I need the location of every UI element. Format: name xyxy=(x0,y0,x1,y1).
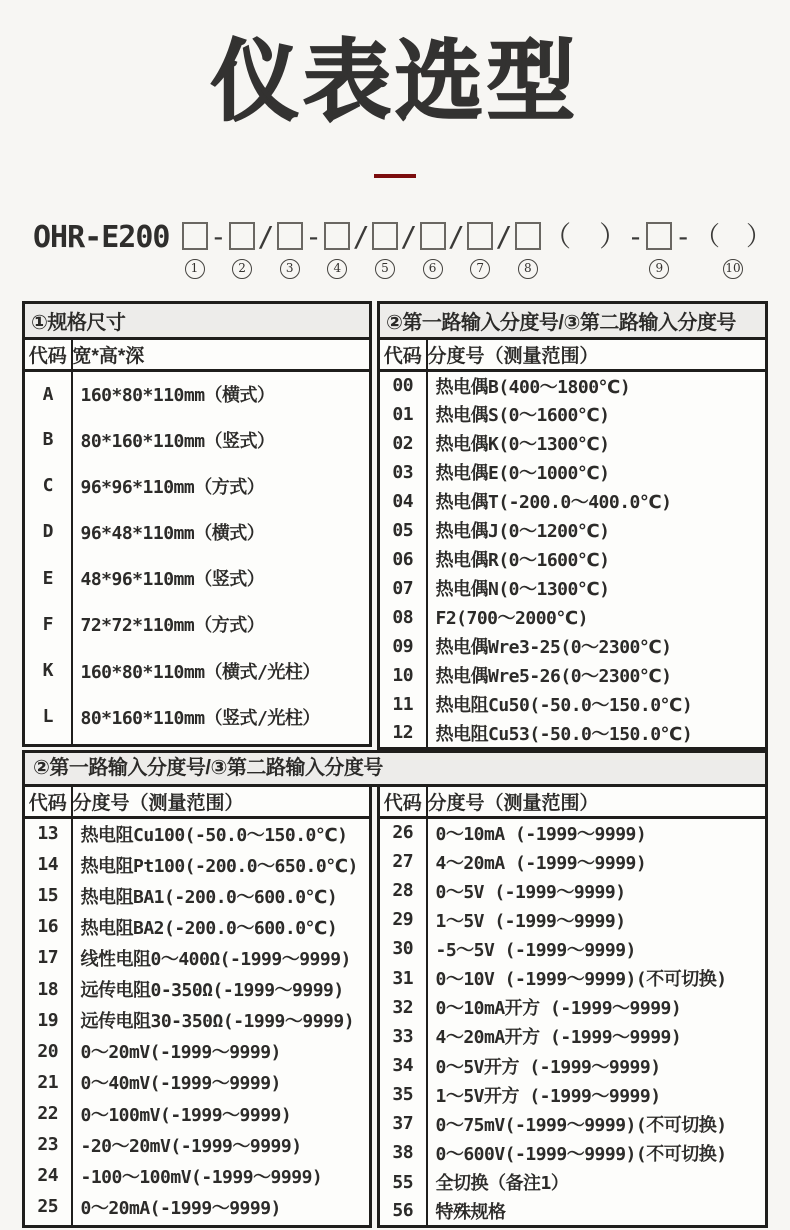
position-number: 2 xyxy=(232,259,252,279)
value-cell: 远传电阻30-350Ω(-1999～9999) xyxy=(80,1011,355,1033)
placeholder-box-icon xyxy=(420,222,446,250)
code-position-box xyxy=(372,222,398,279)
table-row xyxy=(379,400,767,429)
code-position-box xyxy=(467,222,493,279)
value-cell: 远传电阻0-350Ω(-1999～9999) xyxy=(80,980,344,1002)
model-code-sequence xyxy=(182,219,777,279)
code-cell: 22 xyxy=(24,1098,72,1129)
code-cell: 07 xyxy=(379,574,427,603)
code-cell: 37 xyxy=(379,1109,427,1138)
table-row xyxy=(379,817,767,847)
table-row xyxy=(24,1005,371,1036)
column-header-code: 代码 xyxy=(379,785,427,817)
code-cell: 17 xyxy=(24,942,72,973)
value-cell: -100～100mV(-1999～9999) xyxy=(80,1166,323,1188)
code-cell: 23 xyxy=(24,1129,72,1160)
table-row xyxy=(379,458,767,487)
table-row xyxy=(24,849,371,880)
code-cell: A xyxy=(24,370,72,416)
table-row xyxy=(379,1109,767,1138)
code-cell: 56 xyxy=(379,1197,427,1227)
placeholder-box-icon xyxy=(646,222,672,250)
value-cell: 热电阻Cu53(-50.0～150.0℃) xyxy=(435,723,693,745)
value-cell: 热电偶S(0～1600℃) xyxy=(435,405,610,427)
table-row xyxy=(24,417,371,463)
column-header-code: 代码 xyxy=(379,338,427,370)
title-divider xyxy=(374,174,416,178)
position-number: 7 xyxy=(470,259,490,279)
code-cell: 38 xyxy=(379,1138,427,1167)
code-separator: / xyxy=(447,219,465,253)
value-cell: 72*72*110mm（方式） xyxy=(80,615,265,637)
value-cell: 1～5V开方 (-1999～9999) xyxy=(435,1085,661,1107)
table-row xyxy=(379,993,767,1022)
code-cell: 34 xyxy=(379,1051,427,1080)
placeholder-box-icon xyxy=(515,222,541,250)
value-cell: 热电阻BA2(-200.0～600.0℃) xyxy=(80,917,338,939)
section-2-header: ②第一路输入分度号/③第二路输入分度号 xyxy=(22,750,768,787)
code-cell: 05 xyxy=(379,516,427,545)
section-header-size: ①规格尺寸 xyxy=(24,302,371,338)
code-cell: D xyxy=(24,509,72,555)
placeholder-box-icon xyxy=(182,222,208,250)
table-row xyxy=(24,555,371,601)
table-row xyxy=(379,370,767,400)
value-cell: 热电偶J(0～1200℃) xyxy=(435,521,610,543)
code-cell: 21 xyxy=(24,1067,72,1098)
code-cell: 35 xyxy=(379,1080,427,1109)
code-cell: 27 xyxy=(379,847,427,876)
code-cell: 09 xyxy=(379,632,427,661)
value-cell: 0～75mV(-1999～9999)(不可切换) xyxy=(435,1114,727,1136)
table-row xyxy=(379,661,767,690)
value-cell: 0～5V (-1999～9999) xyxy=(435,881,626,903)
value-cell: 热电阻BA1(-200.0～600.0℃) xyxy=(80,886,338,908)
code-cell: 28 xyxy=(379,876,427,905)
value-cell: 热电偶K(0～1300℃) xyxy=(435,434,610,456)
value-cell: 0～5V开方 (-1999～9999) xyxy=(435,1056,661,1078)
table-row xyxy=(379,1022,767,1051)
value-cell: F2(700～2000℃) xyxy=(435,608,589,630)
placeholder-box-icon xyxy=(324,222,350,250)
table-row xyxy=(24,463,371,509)
placeholder-box-icon xyxy=(467,222,493,250)
table-row xyxy=(379,429,767,458)
table-row xyxy=(379,719,767,749)
code-separator: - xyxy=(305,219,322,253)
code-cell: 25 xyxy=(24,1191,72,1222)
table-row xyxy=(24,880,371,911)
code-cell: 29 xyxy=(379,905,427,934)
code-cell: E xyxy=(24,555,72,601)
code-cell: 55 xyxy=(379,1168,427,1197)
placeholder-box-icon xyxy=(372,222,398,250)
placeholder-box-icon xyxy=(229,222,255,250)
position-number: 1 xyxy=(185,259,205,279)
value-cell: 特殊规格 xyxy=(435,1201,506,1223)
code-cell: 14 xyxy=(24,849,72,880)
code-position-box xyxy=(420,222,446,279)
value-cell: 热电阻Pt100(-200.0～650.0℃) xyxy=(80,855,358,877)
code-cell: 12 xyxy=(379,719,427,749)
section-header-input-scale: ②第一路输入分度号/③第二路输入分度号 xyxy=(379,302,767,338)
table-row xyxy=(24,509,371,555)
value-cell: 热电偶B(400～1800℃) xyxy=(435,376,631,398)
parens-text: （ ） xyxy=(693,220,772,251)
position-number: 6 xyxy=(423,259,443,279)
table-row xyxy=(379,487,767,516)
code-position-box xyxy=(277,222,303,279)
table-row xyxy=(24,370,371,416)
table-row xyxy=(24,973,371,1004)
page-title: 仪表选型 xyxy=(210,32,579,131)
code-cell: 04 xyxy=(379,487,427,516)
value-cell: 160*80*110mm（横式/光柱） xyxy=(80,661,320,683)
table-row xyxy=(379,1197,767,1227)
value-cell: 热电阻Cu100(-50.0～150.0℃) xyxy=(80,824,348,846)
model-code-prefix: OHR-E200 xyxy=(33,219,170,255)
value-cell: 96*48*110mm（横式） xyxy=(80,522,265,544)
value-cell: 热电偶N(0～1300℃) xyxy=(435,579,610,601)
value-cell: 4～20mA (-1999～9999) xyxy=(435,852,647,874)
code-cell: 31 xyxy=(379,964,427,993)
code-cell: 26 xyxy=(379,817,427,847)
position-number: 3 xyxy=(280,259,300,279)
code-cell: 20 xyxy=(24,1036,72,1067)
code-cell: 15 xyxy=(24,880,72,911)
table-row xyxy=(24,1160,371,1191)
value-cell: 热电偶T(-200.0～400.0℃) xyxy=(435,492,672,514)
value-cell: 160*80*110mm（横式） xyxy=(80,385,275,407)
table-row xyxy=(379,690,767,719)
value-cell: 0～10mA (-1999～9999) xyxy=(435,823,647,845)
table-row xyxy=(24,1129,371,1160)
filler-row xyxy=(24,1223,371,1227)
table-row xyxy=(379,876,767,905)
code-separator: / xyxy=(400,219,418,253)
size-spec-table xyxy=(22,301,372,747)
code-cell: 33 xyxy=(379,1022,427,1051)
table-row xyxy=(24,911,371,942)
model-code-diagram xyxy=(33,219,776,279)
table-row xyxy=(379,603,767,632)
table-row xyxy=(379,1080,767,1109)
value-cell: 0～20mV(-1999～9999) xyxy=(80,1042,281,1064)
filler-row xyxy=(24,740,371,745)
code-cell: 10 xyxy=(379,661,427,690)
table-row xyxy=(24,1191,371,1222)
table-row xyxy=(379,1138,767,1167)
value-cell: -5～5V (-1999～9999) xyxy=(435,939,636,961)
code-cell: L xyxy=(24,694,72,740)
section-2-tables xyxy=(22,784,768,1228)
table-row xyxy=(379,847,767,876)
code-cell: 32 xyxy=(379,993,427,1022)
code-cell: 02 xyxy=(379,429,427,458)
input-scale-table-1 xyxy=(377,301,768,750)
code-cell: F xyxy=(24,601,72,647)
code-position-parens xyxy=(694,222,772,279)
table-row xyxy=(24,1067,371,1098)
column-header-scale: 分度号（测量范围） xyxy=(427,785,767,817)
value-cell: 0～10V (-1999～9999)(不可切换) xyxy=(435,969,727,991)
code-position-box xyxy=(324,222,350,279)
table-row xyxy=(379,1051,767,1080)
code-position-box xyxy=(515,222,541,279)
table-row xyxy=(24,647,371,693)
code-separator: / xyxy=(352,219,370,253)
code-cell: 13 xyxy=(24,817,72,849)
value-cell: 48*96*110mm（竖式） xyxy=(80,569,265,591)
table-row xyxy=(24,694,371,740)
value-cell: 0～10mA开方 (-1999～9999) xyxy=(435,998,682,1020)
column-header-scale: 分度号（测量范围） xyxy=(72,785,371,817)
column-header-scale: 分度号（测量范围） xyxy=(427,338,767,370)
position-number: 9 xyxy=(649,259,669,279)
input-scale-table-2-left xyxy=(22,784,372,1228)
code-separator: / xyxy=(495,219,513,253)
position-number: 4 xyxy=(327,259,347,279)
value-cell: 0～40mV(-1999～9999) xyxy=(80,1073,281,1095)
table-row xyxy=(379,516,767,545)
table-row xyxy=(24,942,371,973)
code-cell: 00 xyxy=(379,370,427,400)
code-cell: 06 xyxy=(379,545,427,574)
code-cell: 03 xyxy=(379,458,427,487)
table-row xyxy=(379,964,767,993)
column-header-dimensions: 宽*高*深 xyxy=(72,338,371,370)
code-cell: 08 xyxy=(379,603,427,632)
code-cell: B xyxy=(24,417,72,463)
code-position-box xyxy=(182,222,208,279)
value-cell: 全切换（备注1） xyxy=(435,1173,569,1195)
value-cell: 线性电阻0～400Ω(-1999～9999) xyxy=(80,948,351,970)
code-cell: 11 xyxy=(379,690,427,719)
code-separator: / xyxy=(257,219,275,253)
column-header-code: 代码 xyxy=(24,338,72,370)
table-row xyxy=(379,1168,767,1197)
code-position-box xyxy=(229,222,255,279)
value-cell: 热电阻Cu50(-50.0～150.0℃) xyxy=(435,695,693,717)
code-position-box xyxy=(646,222,672,279)
table-row xyxy=(379,905,767,934)
code-cell: 16 xyxy=(24,911,72,942)
value-cell: 80*160*110mm（竖式/光柱） xyxy=(80,707,320,729)
code-cell: C xyxy=(24,463,72,509)
value-cell: 热电偶E(0～1000℃) xyxy=(435,463,610,485)
value-cell: 0～20mA(-1999～9999) xyxy=(80,1197,281,1219)
code-separator: - xyxy=(674,219,692,253)
code-cell: 19 xyxy=(24,1005,72,1036)
placeholder-box-icon xyxy=(277,222,303,250)
table-row xyxy=(379,632,767,661)
column-header-code: 代码 xyxy=(24,785,72,817)
value-cell: 96*96*110mm（方式） xyxy=(80,476,265,498)
value-cell: 热电偶Wre5-26(0～2300℃) xyxy=(435,666,672,688)
code-cell: 30 xyxy=(379,934,427,963)
position-number: 10 xyxy=(723,259,743,279)
code-cell: 01 xyxy=(379,400,427,429)
value-cell: -20～20mV(-1999～9999) xyxy=(80,1135,302,1157)
table-row xyxy=(24,1098,371,1129)
value-cell: 1～5V (-1999～9999) xyxy=(435,910,626,932)
value-cell: 80*160*110mm（竖式） xyxy=(80,430,275,452)
table-row xyxy=(379,934,767,963)
code-cell: K xyxy=(24,647,72,693)
value-cell: 0～600V(-1999～9999)(不可切换) xyxy=(435,1143,727,1165)
value-cell: 4～20mA开方 (-1999～9999) xyxy=(435,1027,682,1049)
value-cell: 0～100mV(-1999～9999) xyxy=(80,1104,292,1126)
table-row xyxy=(24,817,371,849)
input-scale-table-2-right xyxy=(377,784,768,1228)
table-row xyxy=(24,1036,371,1067)
code-separator: （ ）- xyxy=(543,219,644,253)
table-row xyxy=(379,545,767,574)
value-cell: 热电偶Wre3-25(0～2300℃) xyxy=(435,637,672,659)
code-separator: - xyxy=(209,219,227,253)
code-cell: 18 xyxy=(24,973,72,1004)
code-cell: 24 xyxy=(24,1160,72,1191)
section-1-tables xyxy=(22,301,768,750)
position-number: 8 xyxy=(518,259,538,279)
position-number: 5 xyxy=(375,259,395,279)
table-row xyxy=(24,601,371,647)
value-cell: 热电偶R(0～1600℃) xyxy=(435,550,610,572)
table-row xyxy=(379,574,767,603)
